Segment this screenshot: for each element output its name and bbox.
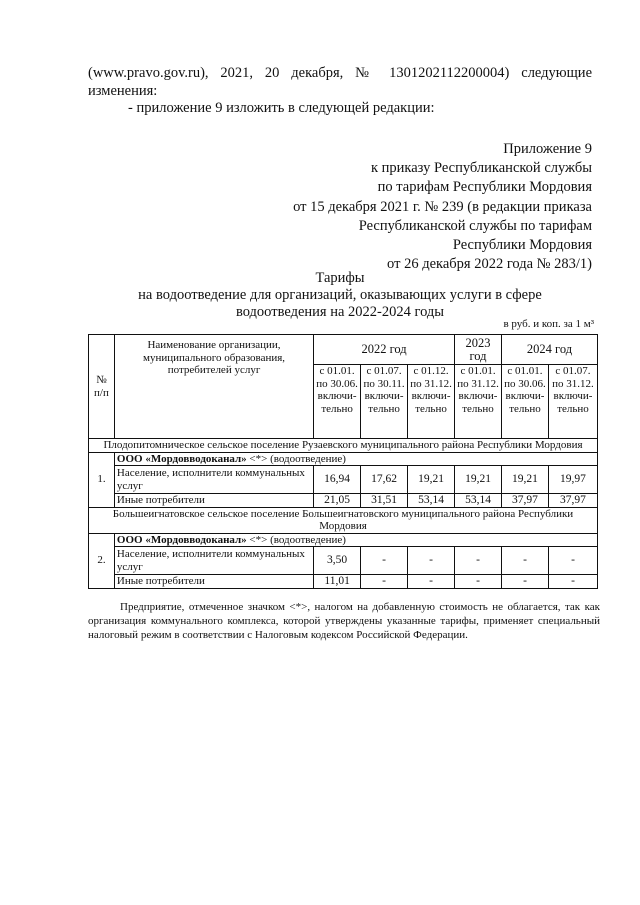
tariff-value: 11,01 <box>314 575 361 589</box>
tariff-value: 31,51 <box>361 494 408 508</box>
consumer-label: Иные потребители <box>114 494 313 508</box>
intro-paragraph <box>88 64 592 100</box>
intro-bullet: - приложение 9 изложить в следующей редакции: <box>128 100 435 116</box>
tariff-value: 37,97 <box>502 494 549 508</box>
intro-line-1: (www.pravo.gov.ru), 2021, 20 декабря, № 1301202112200004) следующие <box>88 65 592 81</box>
tariff-value: - <box>408 547 455 575</box>
appendix-line: к приказу Республиканской службы <box>370 160 592 177</box>
organization-row <box>114 533 597 547</box>
units-note: в руб. и коп. за 1 м³ <box>503 318 594 330</box>
header-period: с 01.01. по 30.06. включи-тельно <box>502 365 549 439</box>
organization-name: ООО «Мордовводоканал» <box>116 533 247 546</box>
header-name: Наименование организации, муниципального образования, потребителей услуг <box>114 335 313 439</box>
tariff-value: 21,05 <box>314 494 361 508</box>
title-line-1: Тарифы <box>315 270 365 286</box>
organization-name: ООО «Мордовводоканал» <box>116 452 247 465</box>
title-line-2: на водоотведение для организаций, оказывающих услуги в сфере <box>138 287 542 303</box>
header-num: № п/п <box>89 335 115 439</box>
appendix-line: Республиканской службы по тарифам <box>358 217 592 234</box>
header-period: с 01.12. по 31.12. включи-тельно <box>408 365 455 439</box>
header-year-2022: 2022 год <box>314 335 455 365</box>
header-period: с 01.01. по 31.12. включи-тельно <box>455 365 502 439</box>
organization-note: <*> (водоотведение) <box>246 533 346 546</box>
appendix-line: от 26 декабря 2022 года № 283/1) <box>387 256 592 273</box>
tariff-value: - <box>502 547 549 575</box>
tariff-value: - <box>361 547 408 575</box>
tariff-value: 16,94 <box>314 466 361 494</box>
appendix-line: Республики Мордовия <box>452 237 592 254</box>
intro-line-2: изменения: <box>88 83 158 99</box>
row-number: 1. <box>89 452 115 507</box>
appendix-header <box>232 140 592 274</box>
tariff-value: - <box>502 575 549 589</box>
tariff-value: 19,97 <box>548 466 597 494</box>
header-year-2023: 2023 год <box>455 335 502 365</box>
tariff-value: - <box>408 575 455 589</box>
header-year-2024: 2024 год <box>502 335 598 365</box>
appendix-line: по тарифам Республики Мордовия <box>377 179 592 196</box>
tariff-value: 53,14 <box>455 494 502 508</box>
tariff-value: 53,14 <box>408 494 455 508</box>
tariff-value: - <box>548 575 597 589</box>
organization-note: <*> (водоотведение) <box>246 452 346 465</box>
settlement-row: Большеигнатовское сельское поселение Большеигнатовского муниципального района Республики Мордовия <box>89 507 598 533</box>
consumer-label: Население, исполнители коммунальных услуг <box>114 547 313 575</box>
tariff-value: 19,21 <box>408 466 455 494</box>
tariff-value: - <box>548 547 597 575</box>
tariff-value: - <box>361 575 408 589</box>
footnote: Предприятие, отмеченное значком <*>, налогом на добавленную стоимость не облагается, так как организация коммунального комплекса, которой утверждены указанные тарифы, применяет специальный налоговый режим в соответствии с Налоговым кодексом Российской Федерации. <box>88 601 600 641</box>
document-title <box>88 270 592 321</box>
organization-row <box>114 452 597 466</box>
settlement-row: Плодопитомническое сельское поселение Рузаевского муниципального района Республики Мордовия <box>89 439 598 453</box>
tariff-value: 37,97 <box>548 494 597 508</box>
consumer-label: Иные потребители <box>114 575 313 589</box>
header-period: с 01.07. по 31.12. включи-тельно <box>548 365 597 439</box>
header-period: с 01.07. по 30.11. включи-тельно <box>361 365 408 439</box>
tariff-value: - <box>455 575 502 589</box>
tariff-value: 17,62 <box>361 466 408 494</box>
tariff-value: 3,50 <box>314 547 361 575</box>
row-number: 2. <box>89 533 115 588</box>
appendix-line: Приложение 9 <box>503 141 592 157</box>
title-line-3: водоотведения на 2022-2024 годы <box>235 304 445 320</box>
consumer-label: Население, исполнители коммунальных услуг <box>114 466 313 494</box>
appendix-line: от 15 декабря 2021 г. № 239 (в редакции приказа <box>293 198 592 215</box>
tariff-value: 19,21 <box>502 466 549 494</box>
tariff-value: 19,21 <box>455 466 502 494</box>
tariff-table <box>88 334 598 589</box>
header-period: с 01.01. по 30.06. включи-тельно <box>314 365 361 439</box>
tariff-value: - <box>455 547 502 575</box>
